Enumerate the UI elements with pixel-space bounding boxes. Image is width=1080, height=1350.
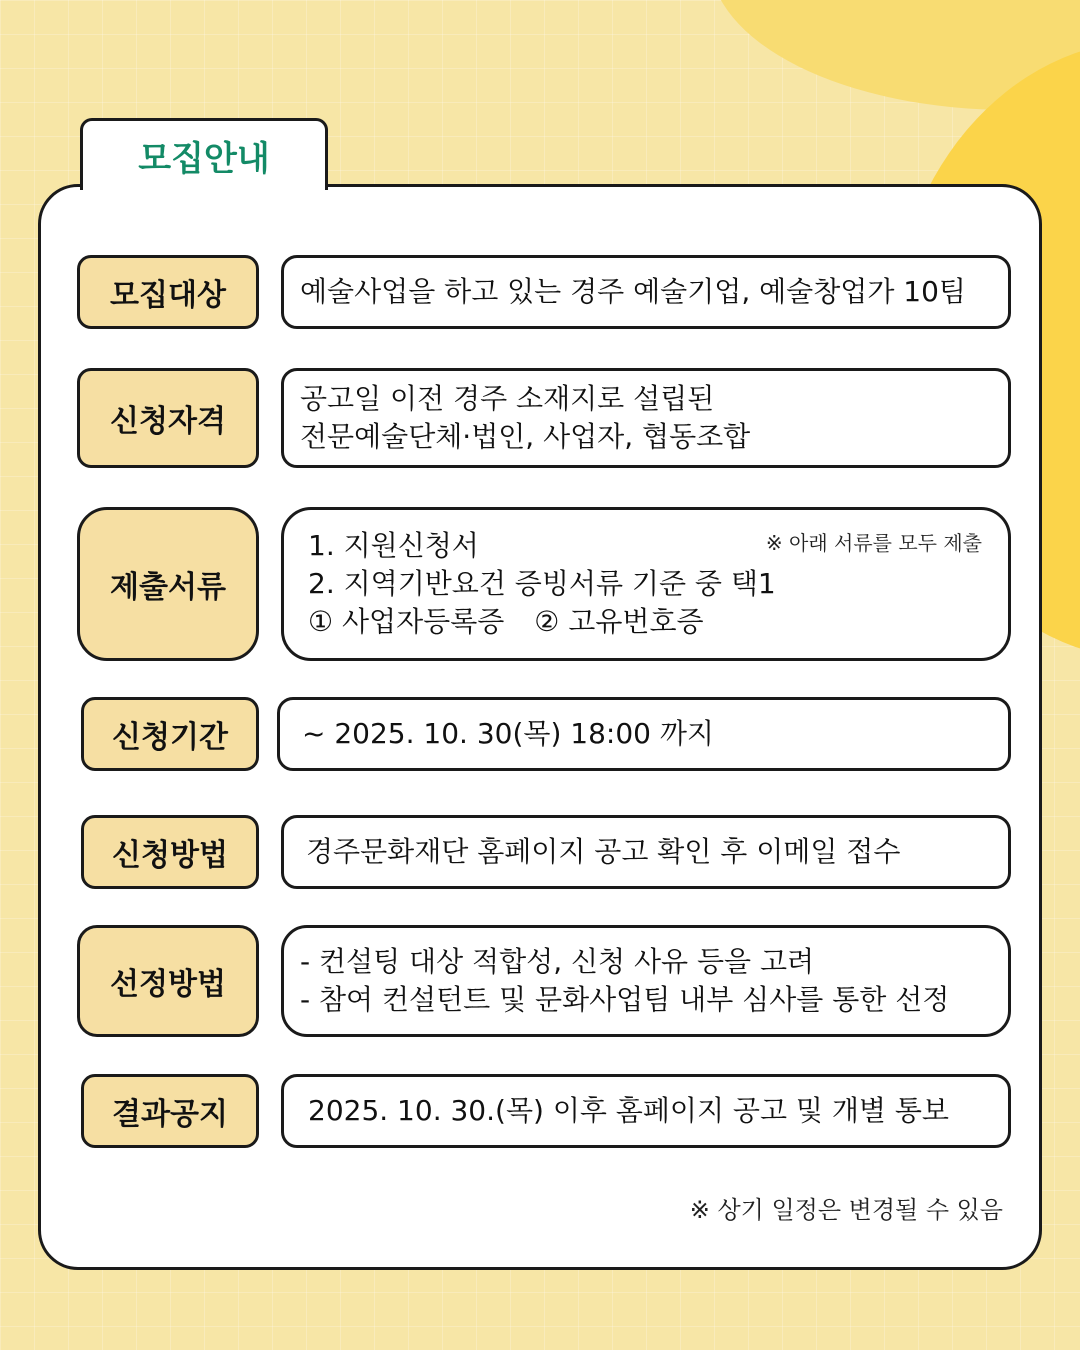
option-item: ① 사업자등록증 bbox=[308, 605, 505, 638]
row-content bbox=[281, 815, 1011, 889]
row-content bbox=[281, 925, 1011, 1037]
row-label: 제출서류 bbox=[77, 507, 259, 661]
schedule-change-note: ※ 상기 일정은 변경될 수 있음 bbox=[689, 1196, 1003, 1224]
row-content bbox=[281, 507, 1011, 661]
content-line: 2. 지역기반요건 증빙서류 기준 중 택1 bbox=[308, 567, 776, 600]
row-content bbox=[281, 1074, 1011, 1148]
content-line: ~ 2025. 10. 30(목) 18:00 까지 bbox=[302, 717, 714, 750]
content-line: 전문예술단체·법인, 사업자, 협동조합 bbox=[300, 420, 751, 453]
content-line: 2025. 10. 30.(목) 이후 홈페이지 공고 및 개별 통보 bbox=[308, 1094, 949, 1127]
content-line: - 컨설팅 대상 적합성, 신청 사유 등을 고려 bbox=[300, 945, 815, 978]
row-content bbox=[277, 697, 1011, 771]
row-label: 선정방법 bbox=[77, 925, 259, 1037]
row-result-notice bbox=[77, 1074, 1011, 1148]
row-label: 결과공지 bbox=[81, 1074, 259, 1148]
content-line: 1. 지원신청서 bbox=[308, 529, 479, 562]
content-line: 예술사업을 하고 있는 경주 예술기업, 예술창업가 10팀 bbox=[300, 275, 966, 308]
info-card bbox=[38, 184, 1042, 1270]
options-line bbox=[308, 603, 1008, 641]
row-recruit-target bbox=[77, 255, 1011, 329]
row-documents bbox=[77, 507, 1011, 661]
row-content bbox=[281, 368, 1011, 468]
row-label: 신청자격 bbox=[77, 368, 259, 468]
row-content bbox=[281, 255, 1011, 329]
row-application-method bbox=[77, 815, 1011, 889]
row-label: 신청기간 bbox=[81, 697, 259, 771]
row-application-period bbox=[77, 697, 1011, 771]
row-eligibility bbox=[77, 368, 1011, 468]
section-tab-title: 모집안내 bbox=[80, 118, 328, 190]
content-line: - 참여 컨설턴트 및 문화사업팀 내부 심사를 통한 선정 bbox=[300, 983, 950, 1016]
row-label: 모집대상 bbox=[77, 255, 259, 329]
row-selection-method bbox=[77, 925, 1011, 1037]
content-line: 공고일 이전 경주 소재지로 설립된 bbox=[300, 382, 715, 415]
content-line: 경주문화재단 홈페이지 공고 확인 후 이메일 접수 bbox=[306, 835, 901, 868]
row-label: 신청방법 bbox=[81, 815, 259, 889]
option-item: ② 고유번호증 bbox=[534, 605, 704, 638]
documents-note: ※ 아래 서류를 모두 제출 bbox=[765, 531, 982, 555]
